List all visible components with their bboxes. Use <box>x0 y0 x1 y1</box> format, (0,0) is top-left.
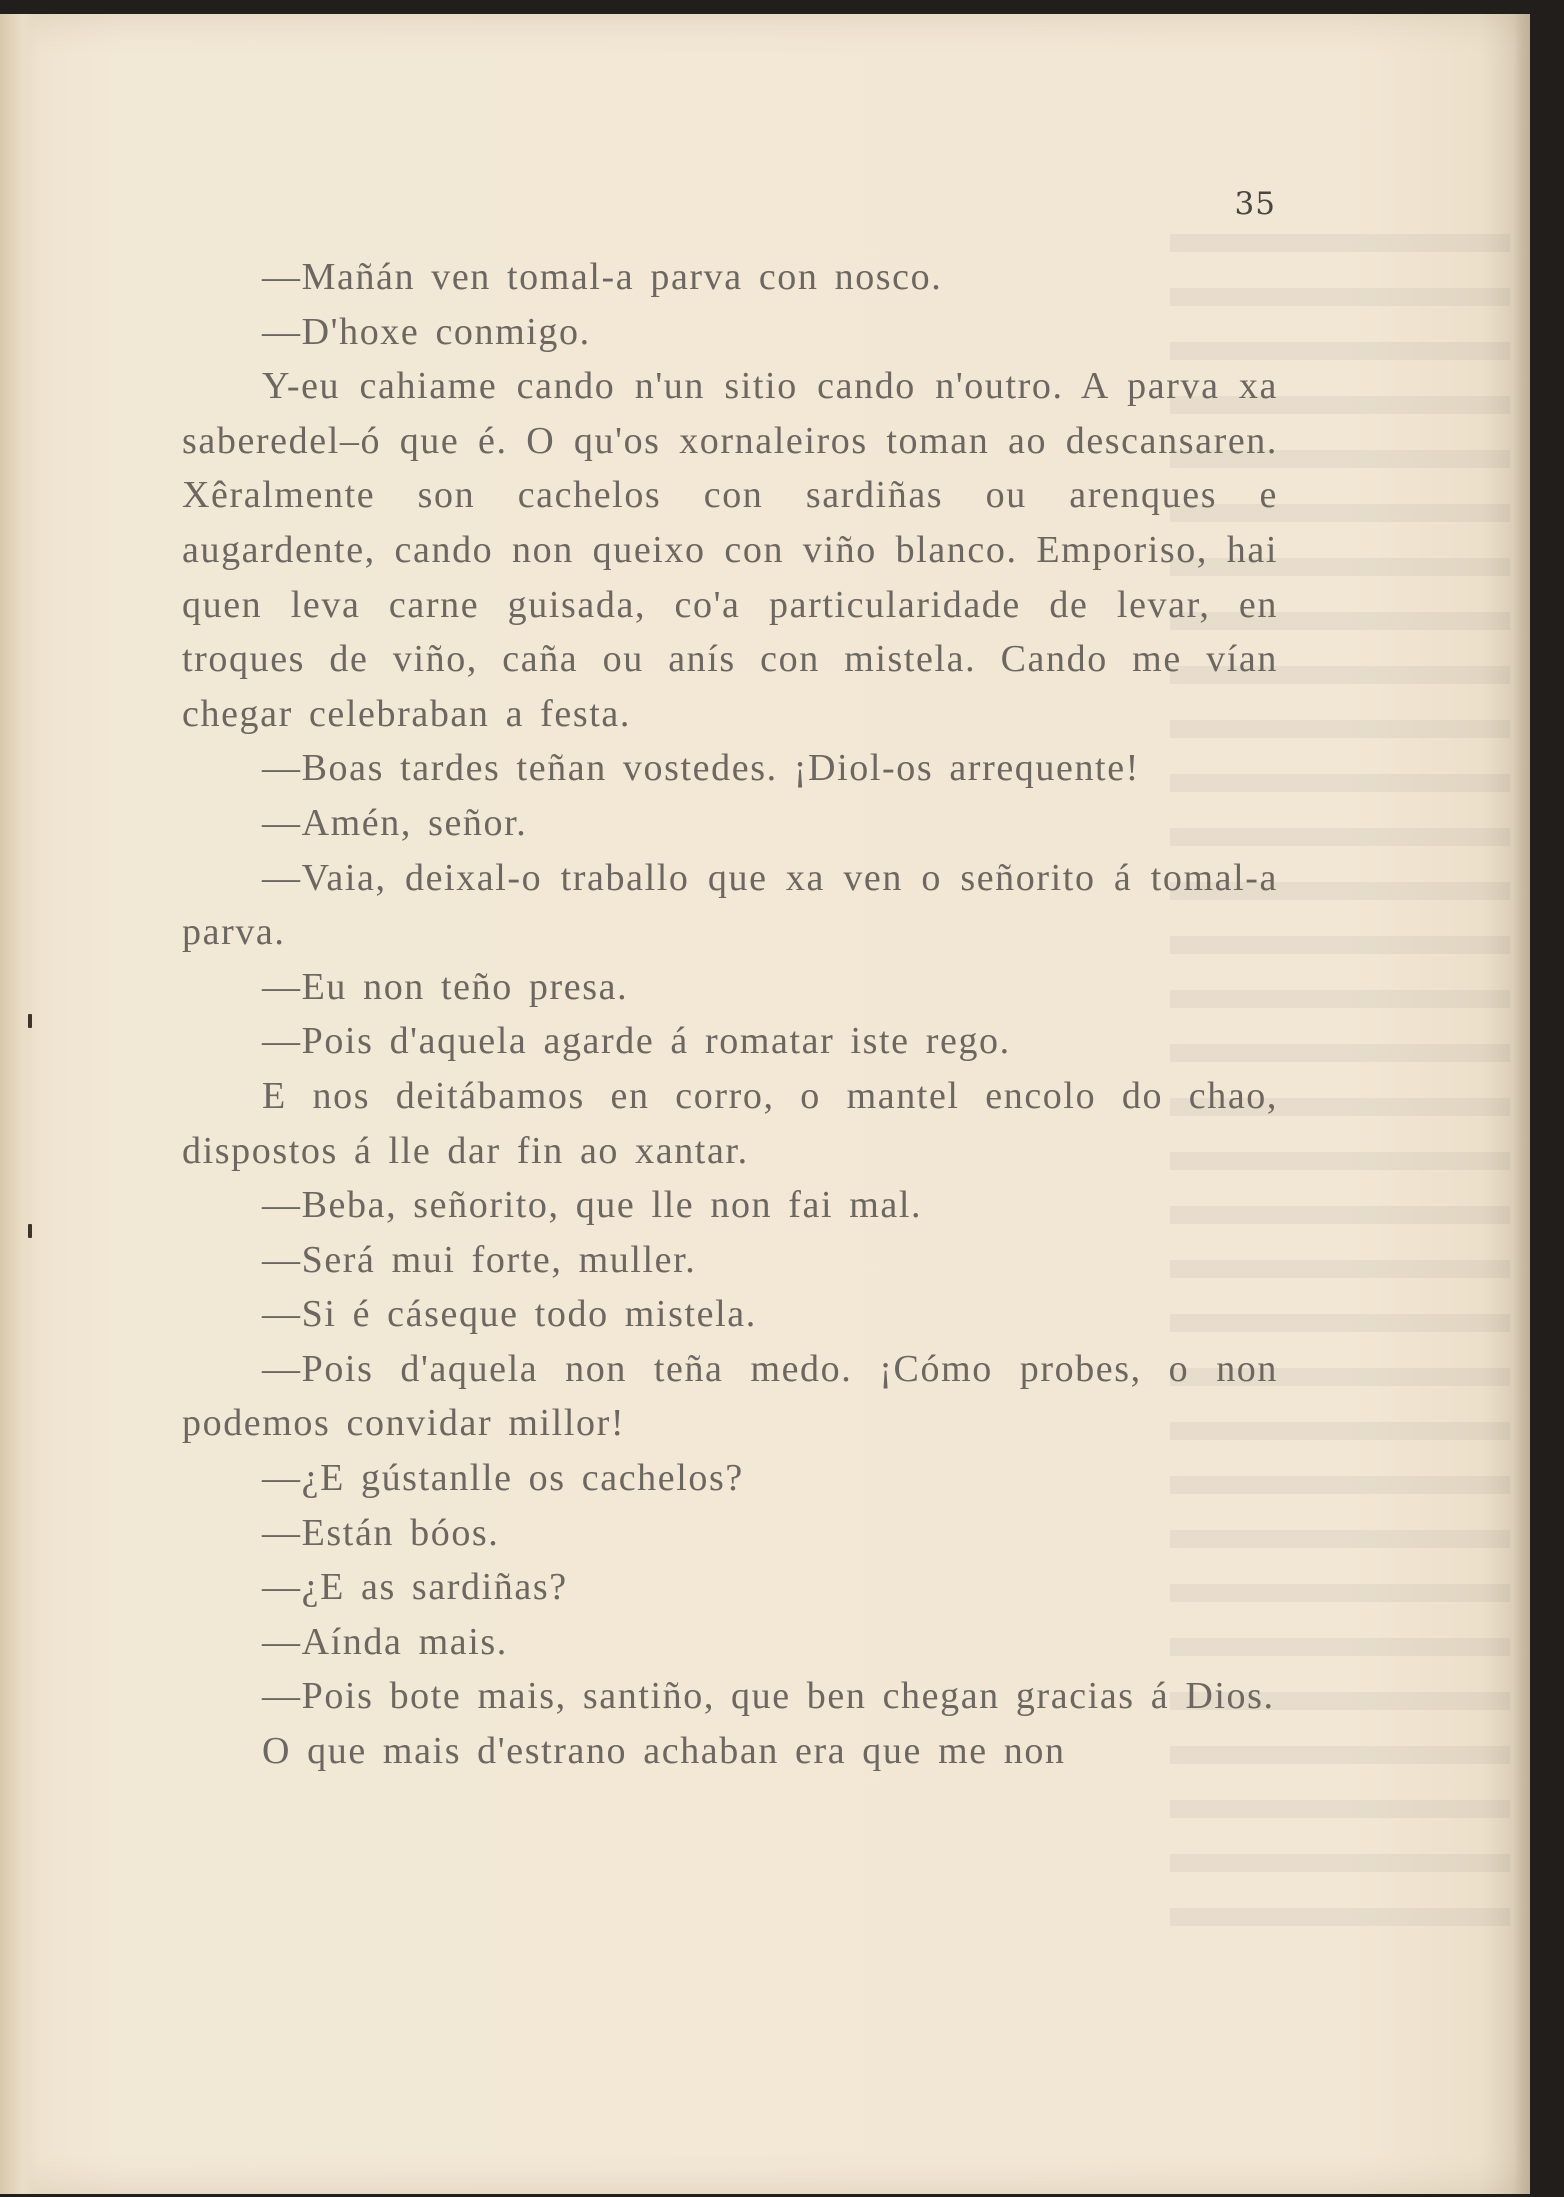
paragraph: —Será mui forte, muller. <box>262 1238 697 1281</box>
paragraph: —Amén, señor. <box>262 801 528 844</box>
paragraph: O que mais d'estrano achaban era que me non <box>262 1730 1066 1773</box>
paragraph: —Vaia, deixal-o traballo que xa ven o señorito á tomal-a parva. <box>182 856 1278 954</box>
paragraph: —Eu non teño presa. <box>262 965 629 1008</box>
paragraph: —Si é cáseque todo mistela. <box>262 1293 757 1336</box>
page-number: 35 <box>1234 186 1276 222</box>
paragraph: —Beba, señorito, que lle non fai mal. <box>262 1184 923 1227</box>
paragraph: —Pois bote mais, santiño, que ben chegan gracias á Dios. <box>262 1675 1275 1718</box>
binding-thread-mark <box>28 1224 32 1238</box>
paragraph: Y-eu cahiame cando n'un sitio cando n'outro. A parva xa saberedel–ó que é. O qu'os xornaleiros toman ao descansaren. Xêralmente son cachelos con sardiñas ou arenques e augardente, cando non queixo con viño blanco. Emporiso, hai quen leva carne guisada, co'a particularidade de levar, en troques de viño, caña ou anís con mistela. Cando me vían chegar celebraban a festa. <box>182 365 1278 735</box>
paragraph: —Pois d'aquela non teña medo. ¡Cómo probes, o non podemos convidar millor! <box>182 1347 1278 1445</box>
page-edge-shadow <box>1514 14 1530 2194</box>
paragraph: —Mañán ven tomal-a parva con nosco. <box>262 256 943 298</box>
paragraph: —¿E gústanlle os cachelos? <box>262 1457 744 1500</box>
body-text <box>182 250 1278 1779</box>
paragraph: —Boas tardes teñan vostedes. ¡Diol-os arrequente! <box>262 747 1140 790</box>
paragraph: —Están bóos. <box>262 1511 500 1554</box>
paragraph: —¿E as sardiñas? <box>262 1566 568 1609</box>
paragraph: —D'hoxe conmigo. <box>262 310 591 353</box>
paragraph: E nos deitábamos en corro, o mantel encolo do chao, dispostos á lle dar fin ao xantar. <box>182 1074 1278 1172</box>
book-page <box>0 14 1530 2194</box>
page-gutter-shadow <box>0 14 38 2194</box>
paragraph: —Aínda mais. <box>262 1620 508 1663</box>
binding-thread-mark <box>28 1014 32 1028</box>
paragraph: —Pois d'aquela agarde á romatar iste rego. <box>262 1020 1011 1063</box>
